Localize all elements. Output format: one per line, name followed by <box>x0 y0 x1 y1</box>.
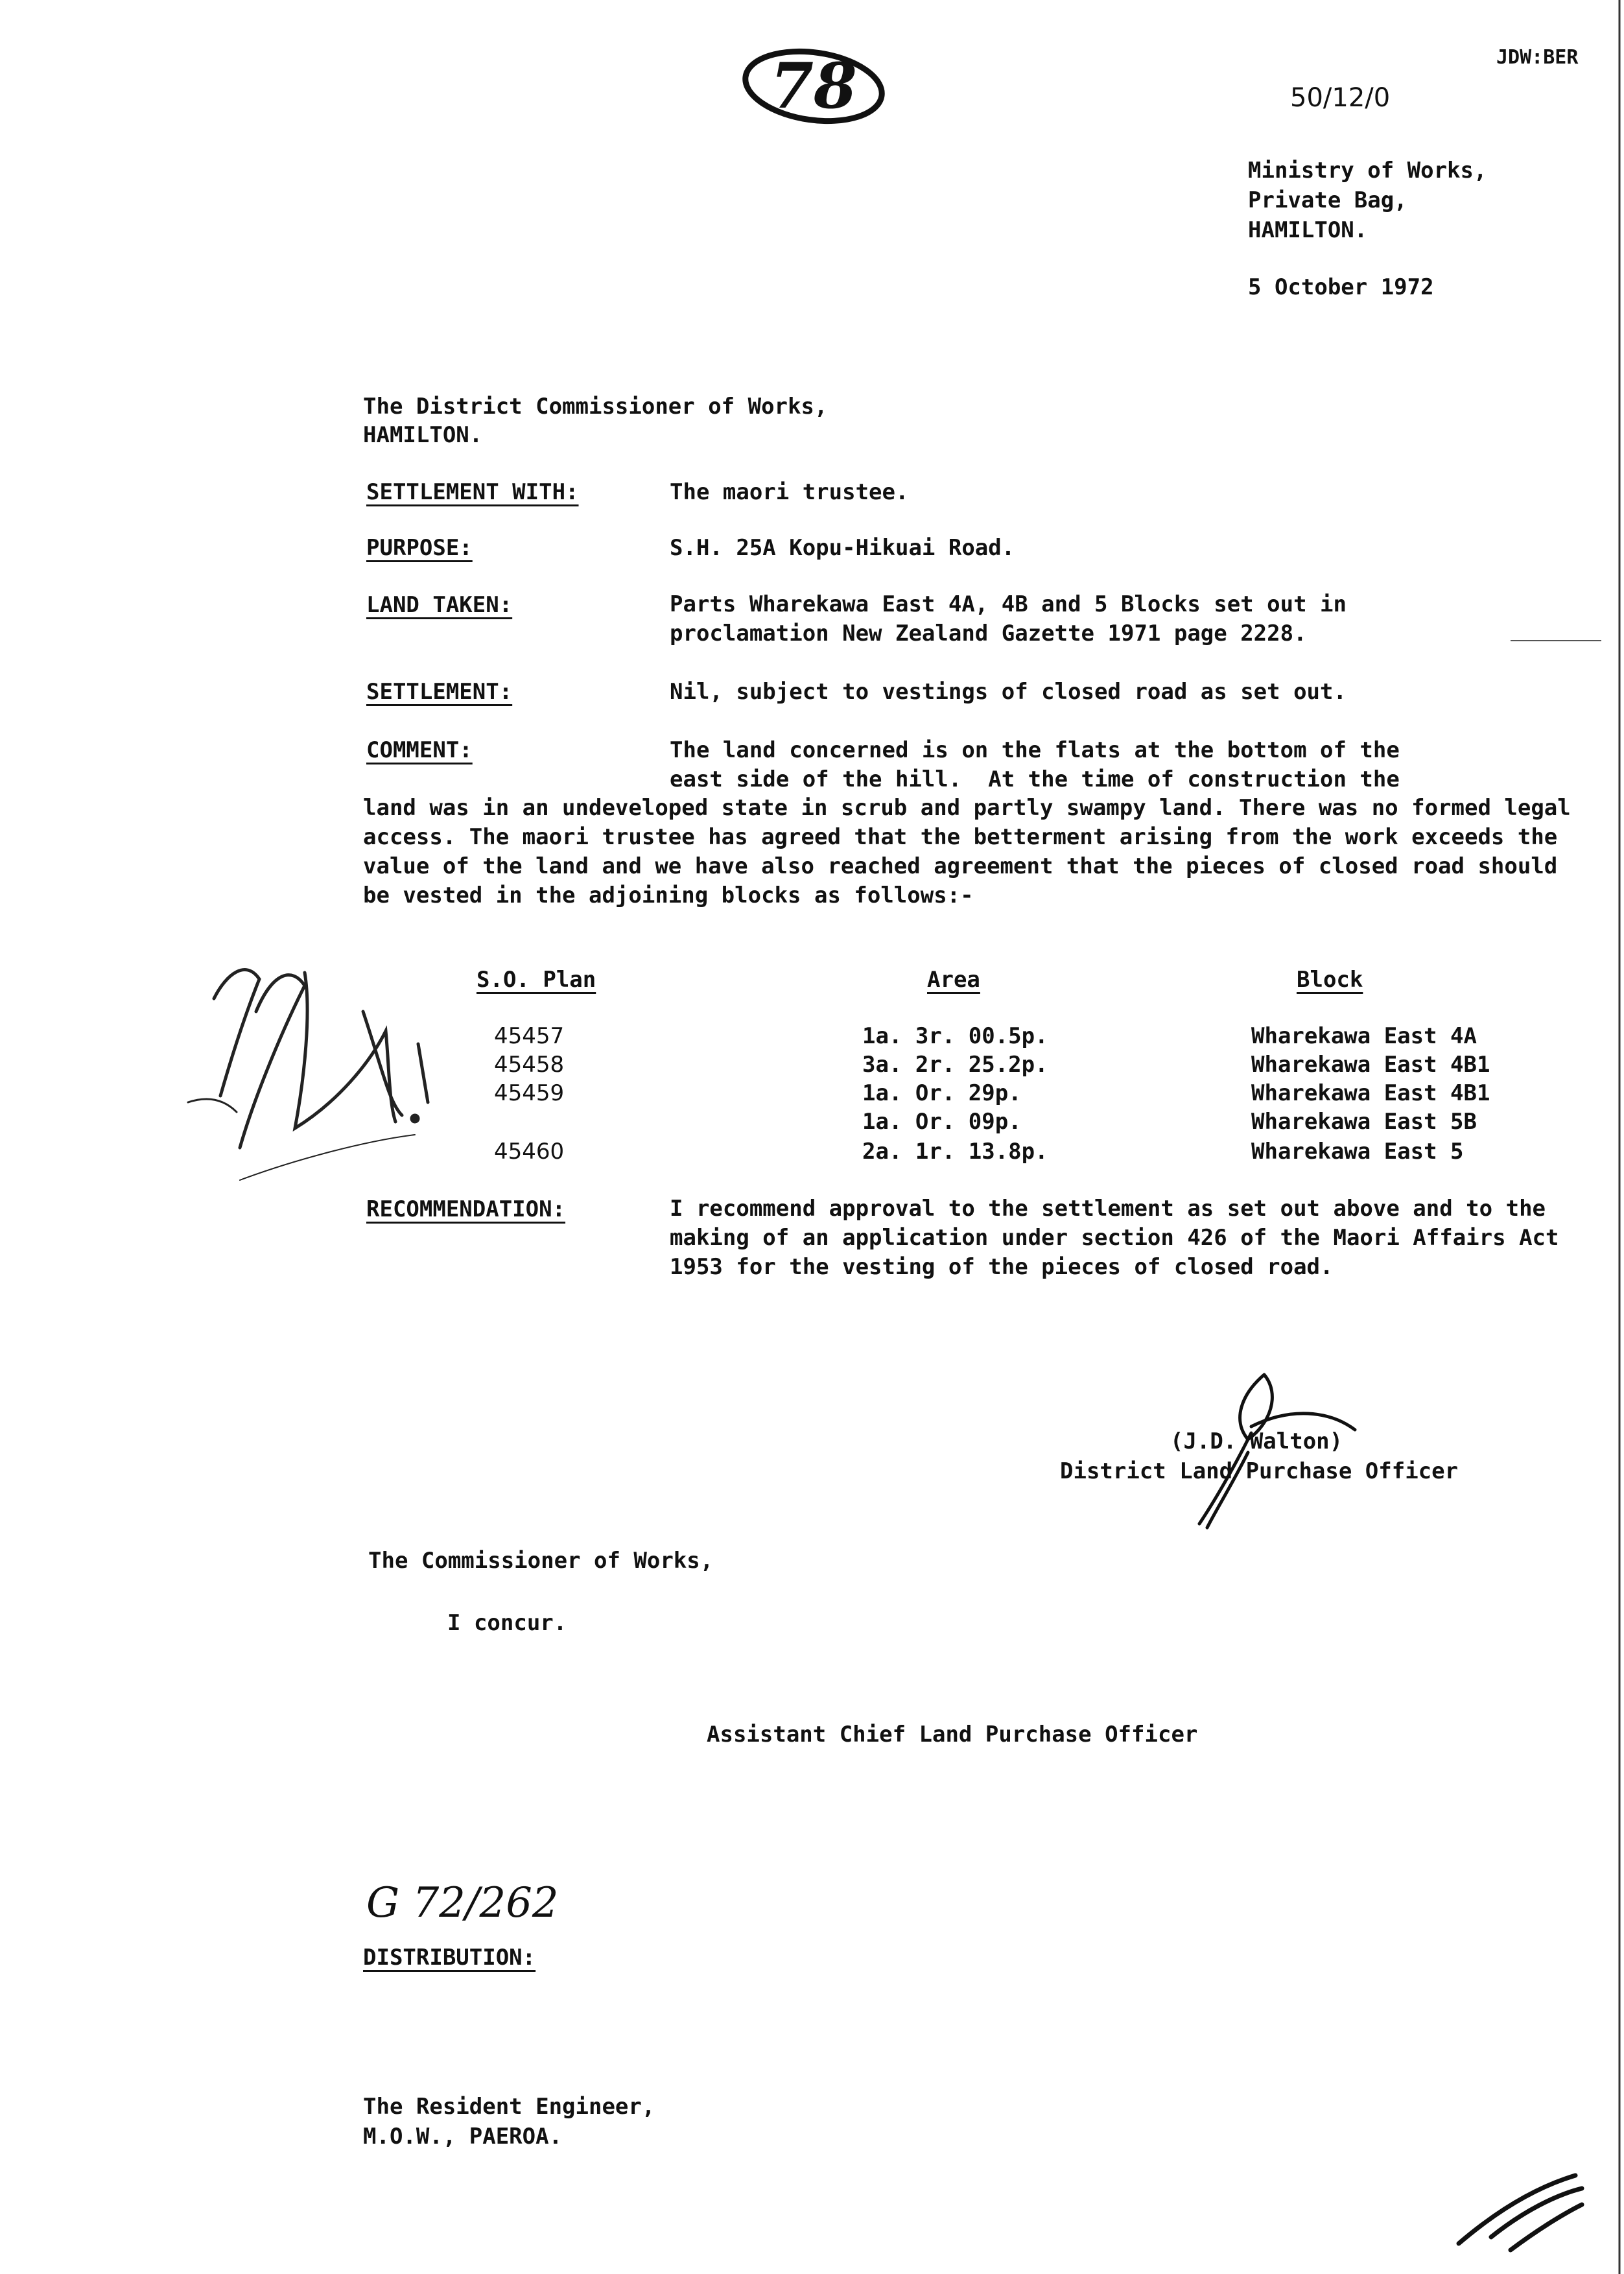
concurrence-text: I concur. <box>447 1610 567 1636</box>
land-taken-label: LAND TAKEN: <box>366 592 513 618</box>
cell-area: 1a. Or. 29p. <box>862 1080 1022 1106</box>
comment-label: COMMENT: <box>366 737 473 763</box>
settlement-label: SETTLEMENT: <box>366 679 513 705</box>
cell-area: 1a. Or. 09p. <box>862 1109 1022 1135</box>
column-header-block: Block <box>1297 967 1363 993</box>
settlement-with-label: SETTLEMENT WITH: <box>366 479 579 505</box>
purpose-label: PURPOSE: <box>366 535 473 561</box>
letter-date: 5 October 1972 <box>1248 274 1434 300</box>
corner-scribble <box>1459 2175 1582 2250</box>
recommendation-text: I recommend approval to the settlement as set out above and to the making of an application under section 426 of the Maori Affairs Act 1953 for the vesting of the pieces of closed road. <box>670 1196 1559 1280</box>
signatory-title: District Land Purchase Officer <box>1060 1458 1459 1484</box>
handwritten-file-ref: G 72/262 <box>366 1879 559 1927</box>
concurrence-title: Assistant Chief Land Purchase Officer <box>707 1722 1198 1747</box>
cell-plan: 45459 <box>494 1080 565 1106</box>
signature-scribble <box>1199 1375 1355 1528</box>
land-taken-value: Parts Wharekawa East 4A, 4B and 5 Blocks set out in proclamation New Zealand Gazette 1971 page 2228. <box>670 591 1347 646</box>
cell-block: Wharekawa East 4A <box>1251 1023 1477 1049</box>
cell-block: Wharekawa East 4B1 <box>1251 1052 1490 1078</box>
cell-block: Wharekawa East 5B <box>1251 1109 1477 1135</box>
file-number: 50/12/0 <box>1290 83 1391 113</box>
cell-area: 2a. 1r. 13.8p. <box>862 1139 1048 1165</box>
recipient-line: HAMILTON. <box>363 422 483 448</box>
cell-plan: 45457 <box>494 1023 565 1049</box>
distribution-line: M.O.W., PAEROA. <box>363 2124 563 2150</box>
sender-address-line: HAMILTON. <box>1248 217 1368 243</box>
distribution-line: The Resident Engineer, <box>363 2094 655 2120</box>
recipient-line: The District Commissioner of Works, <box>363 394 828 420</box>
cell-block: Wharekawa East 5 <box>1251 1139 1464 1165</box>
cell-area: 3a. 2r. 25.2p. <box>862 1052 1048 1078</box>
purpose-value: S.H. 25A Kopu-Hikuai Road. <box>670 535 1015 561</box>
signatory-name: (J.D. Walton) <box>1170 1428 1343 1454</box>
comment-line: east side of the hill. At the time of construction the <box>670 766 1400 792</box>
sender-address-line: Ministry of Works, <box>1248 158 1487 184</box>
margin-initials-scribble <box>188 970 428 1180</box>
sender-address-line: Private Bag, <box>1248 187 1407 213</box>
comment-line: The land concerned is on the flats at the bottom of the <box>670 737 1400 763</box>
concurrence-addressee: The Commissioner of Works, <box>368 1548 714 1574</box>
comment-paragraph: land was in an undeveloped state in scrub and partly swampy land. There was no formed legal access. The maori trustee has agreed that the betterment arising from the work exceeds the value of the land and we have also reached agreement that the pieces of closed road should be vested in the adjoining blocks as follows:- <box>363 795 1571 908</box>
cell-block: Wharekawa East 4B1 <box>1251 1080 1490 1106</box>
circled-number: 78 <box>770 49 857 123</box>
column-header-plan: S.O. Plan <box>477 967 596 993</box>
cell-area: 1a. 3r. 00.5p. <box>862 1023 1048 1049</box>
cell-plan: 45458 <box>494 1052 565 1078</box>
settlement-value: Nil, subject to vestings of closed road as set out. <box>670 679 1347 705</box>
distribution-label: DISTRIBUTION: <box>363 1945 536 1971</box>
reference-initials: JDW:BER <box>1496 46 1579 69</box>
cell-plan: 45460 <box>494 1139 565 1165</box>
settlement-with-value: The maori trustee. <box>670 479 909 505</box>
recommendation-label: RECOMMENDATION: <box>366 1196 566 1222</box>
column-header-area: Area <box>927 967 980 993</box>
